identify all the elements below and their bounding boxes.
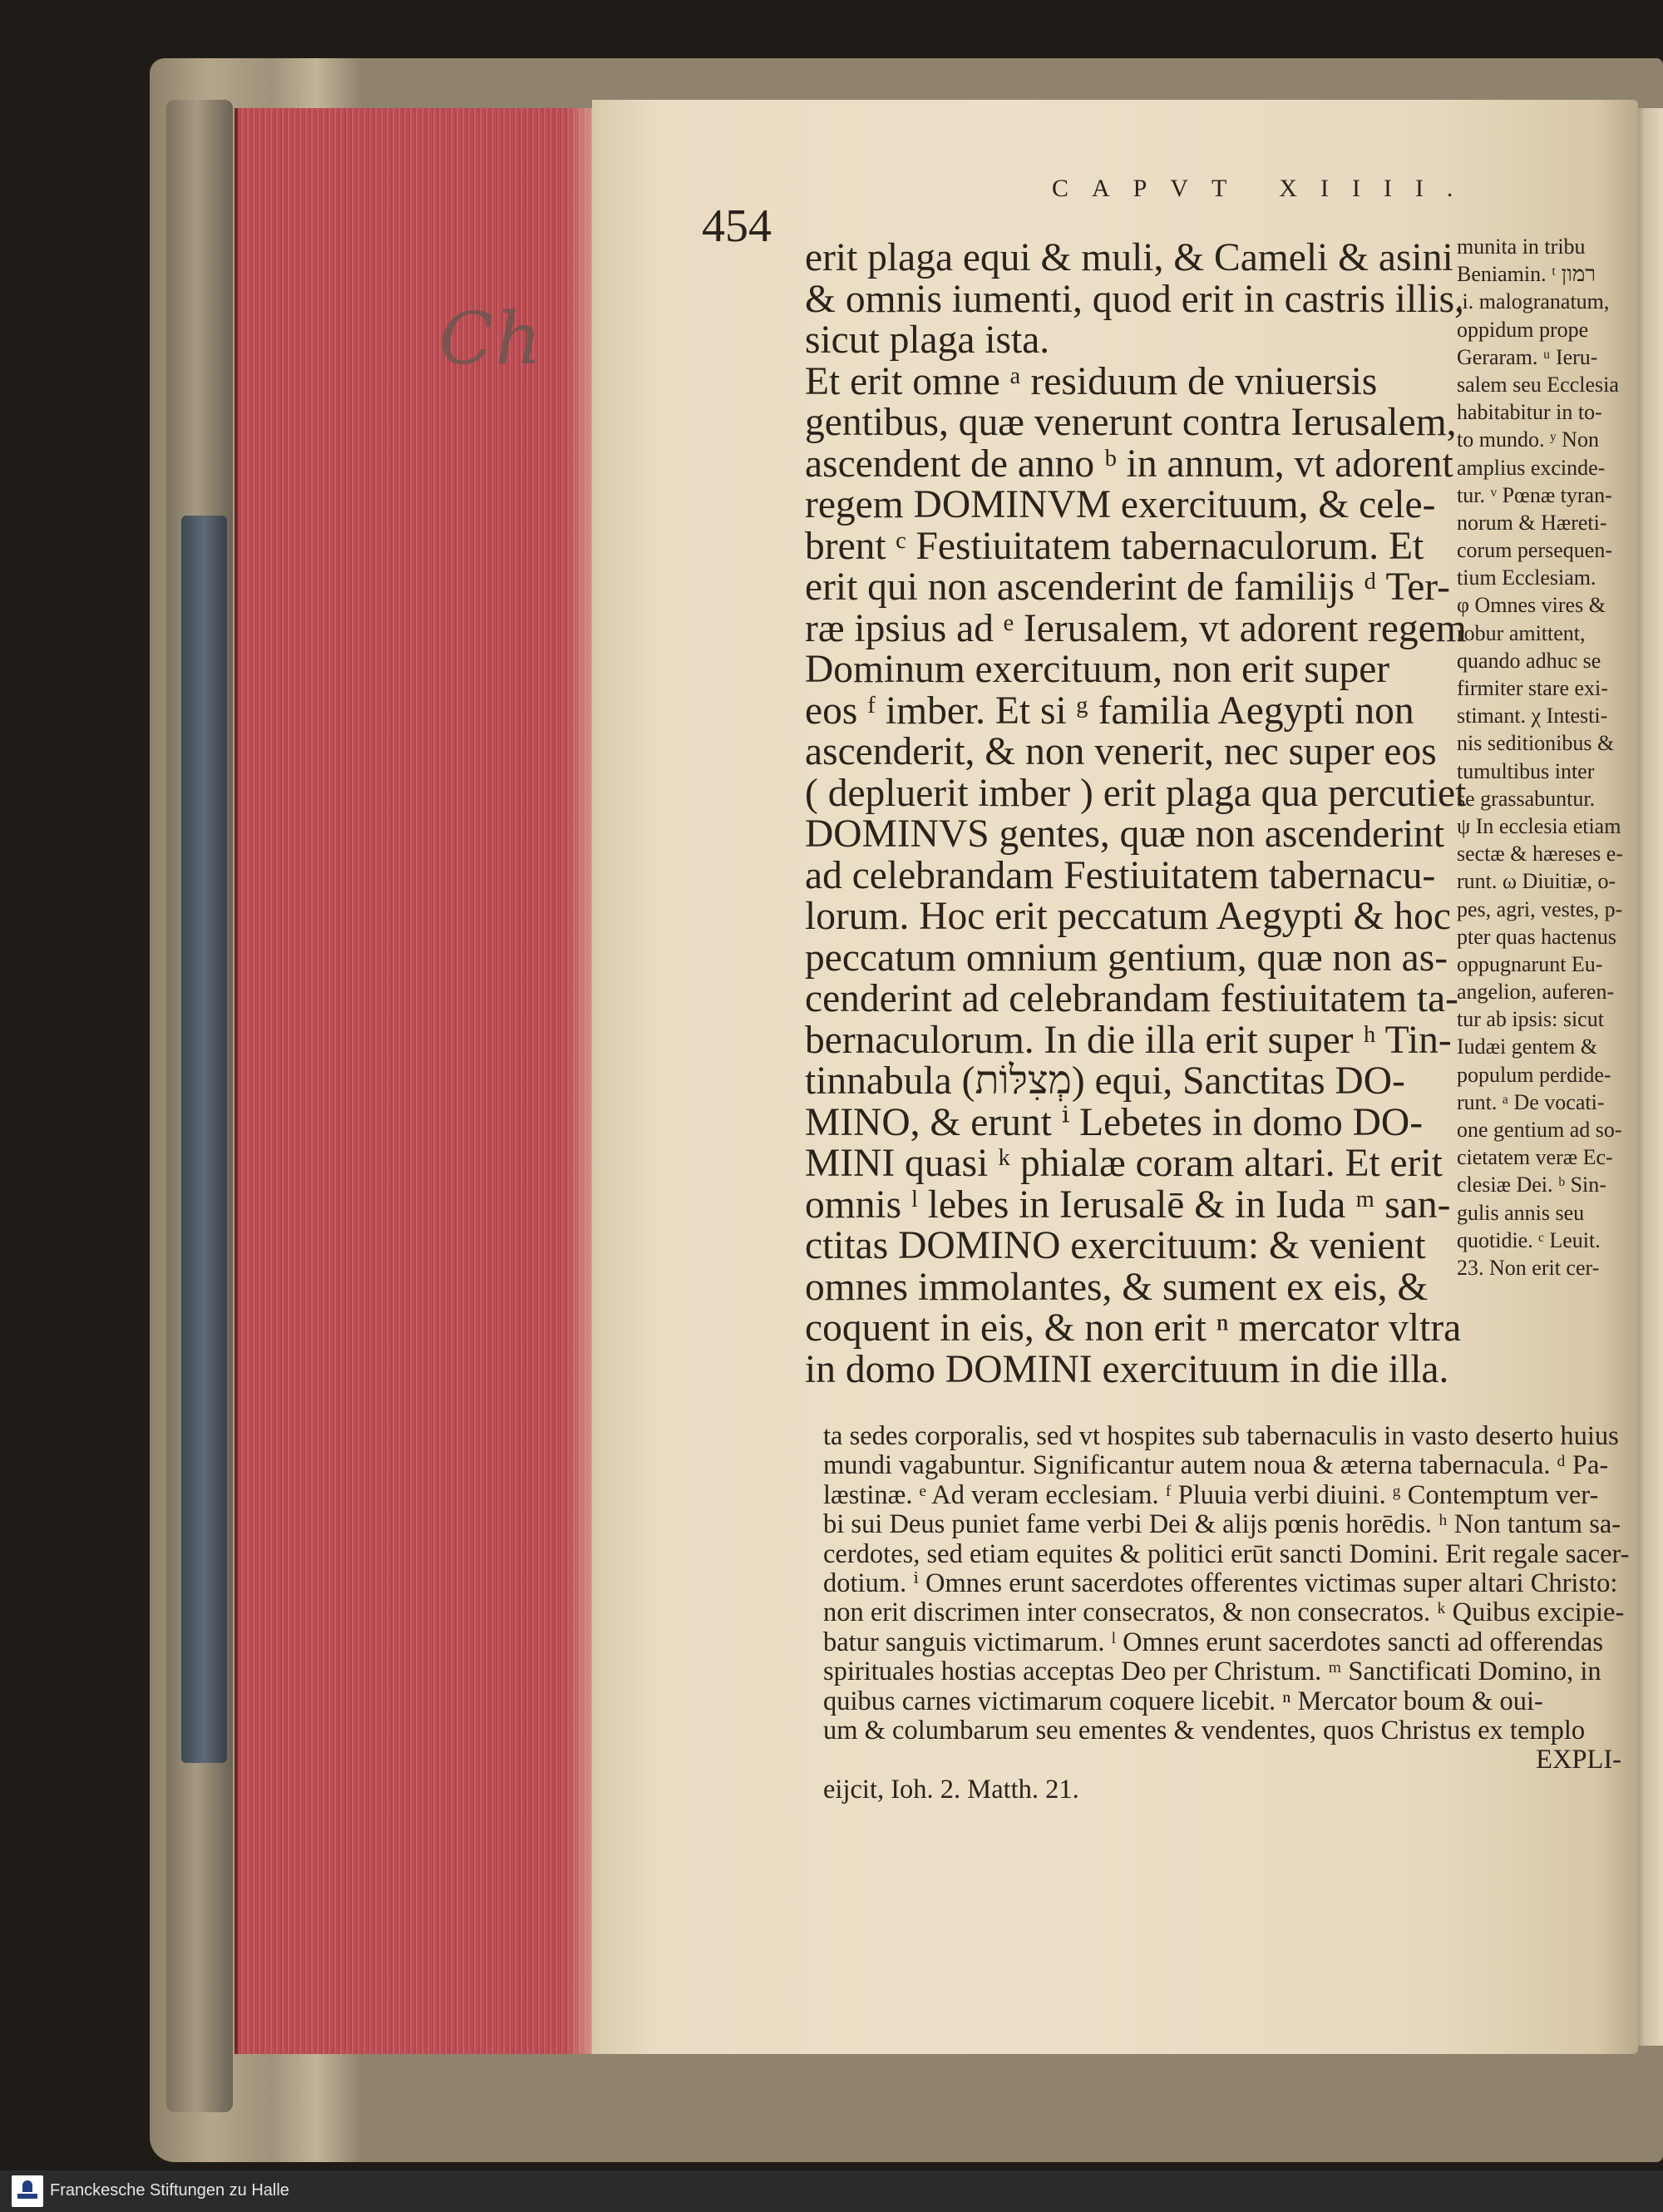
main-text-line: bernaculorum. In die illa erit super ʰ Tin- — [805, 1018, 1452, 1062]
footer-institution: Franckesche Stiftungen zu Halle — [50, 2181, 289, 2200]
marginal-note-line: firmiter stare exi- — [1457, 676, 1608, 700]
footnote-line: um & columbarum seu ementes & vendentes, quos Christus ex templo — [823, 1715, 1586, 1745]
main-text-line: Et erit omne ᵃ residuum de vniuersis — [805, 359, 1378, 403]
main-text-line: erit plaga equi & muli, & Cameli & asini — [805, 236, 1453, 279]
main-text-line: DOMINVS gentes, quæ non ascenderint — [805, 812, 1445, 856]
main-text-line: ascendent de anno ᵇ in annum, vt adorent — [805, 442, 1453, 486]
main-text-line: peccatum omnium gentium, quæ non as- — [805, 936, 1448, 980]
main-text-line: ad celebrandam Festiuitatem tabernacu- — [805, 853, 1436, 897]
page-number: 454 — [702, 200, 772, 252]
marginal-note-line: runt. ᵃ De vocati- — [1457, 1089, 1605, 1114]
footnote-line: dotium. ⁱ Omnes erunt sacerdotes offerentes victimas super altari Christo: — [823, 1568, 1618, 1598]
main-text-line: & omnis iumenti, quod erit in castris illis, — [805, 277, 1464, 321]
marginal-note-line: gulis annis seu — [1457, 1200, 1585, 1225]
marginal-note-line: tumultibus inter — [1457, 758, 1595, 783]
marginal-note-line: robur amittent, — [1457, 620, 1586, 645]
main-text-line: erit qui non ascenderint de familijs ᵈ Ter- — [805, 565, 1450, 609]
marginal-note-line: pter quas hactenus — [1457, 924, 1617, 949]
footnote-line: bi sui Deus puniet fame verbi Dei & alijs pœnis horēdis. ʰ Non tantum sa- — [823, 1509, 1621, 1540]
marginal-note-line: Beniamin. ᵗ רמון — [1457, 262, 1596, 287]
marginal-note-line: clesiæ Dei. ᵇ Sin- — [1457, 1173, 1606, 1197]
page-edges-highlight — [565, 108, 594, 2054]
main-text-line: ræ ipsius ad ᵉ Ierusalem, vt adorent regem — [805, 606, 1467, 650]
marginal-notes — [1457, 233, 1627, 1281]
marginal-note-line: populum perdide- — [1457, 1062, 1611, 1087]
marginal-note-line: Iudæi gentem & — [1457, 1034, 1597, 1059]
footnote-line: cerdotes, sed etiam equites & politici erūt sancti Domini. Erit regale sacer- — [823, 1538, 1630, 1569]
marginal-note-line: φ Omnes vires & — [1457, 593, 1606, 618]
marginal-note-line: stimant. χ Intesti- — [1457, 704, 1608, 728]
footnote-line: mundi vagabuntur. Significantur autem noua & æterna tabernacula. ᵈ Pa- — [823, 1450, 1609, 1481]
footer-bar — [0, 2170, 1663, 2212]
catchword: EXPLI- — [1536, 1745, 1621, 1775]
main-text-line: ascenderit, & non venerit, nec super eos — [805, 730, 1437, 773]
marginal-note-line: quando adhuc se — [1457, 648, 1601, 673]
main-text-line: Dominum exercituum, non erit super — [805, 648, 1390, 691]
marginal-note-line: angelion, auferen- — [1457, 980, 1615, 1005]
main-text-line: MINO, & erunt ⁱ Lebetes in domo DO- — [805, 1100, 1424, 1144]
marginal-note-line: habitabitur in to- — [1457, 400, 1602, 425]
marginal-note-line: salem seu Ecclesia — [1457, 372, 1619, 397]
marginal-note-line: one gentium ad so- — [1457, 1118, 1622, 1142]
footnote-line: læstinæ. ᵉ Ad veram ecclesiam. ᶠ Pluuia verbi diuini. ᵍ Contemptum ver- — [823, 1479, 1599, 1510]
marginal-note-line: 23. Non erit cer- — [1457, 1255, 1600, 1280]
footnote-line: non erit discrimen inter consecratos, & non consecratos. ᵏ Quibus excipie- — [823, 1597, 1625, 1628]
main-text-block — [805, 236, 1467, 1391]
main-text-line: brent ᶜ Festiuitatem tabernaculorum. Et — [805, 524, 1424, 568]
marginal-note-line: runt. ω Diuitiæ, o- — [1457, 869, 1616, 894]
spine-band — [181, 516, 227, 1763]
marginal-note-line: nis seditionibus & — [1457, 731, 1615, 756]
main-text-line: tinnabula (מְצִלּוֹת) equi, Sanctitas DO- — [805, 1059, 1405, 1103]
main-text-line: ctitas DOMINO exercituum: & venient — [805, 1224, 1426, 1267]
footnotes-block — [823, 1421, 1630, 1805]
footnote-line: ta sedes corporalis, sed vt hospites sub tabernaculis in vasto deserto huius — [823, 1421, 1619, 1451]
main-text-line: ( depluerit imber ) erit plaga qua percutiet — [805, 771, 1467, 815]
main-text-line: eos ᶠ imber. Et si ᵍ familia Aegypti non — [805, 689, 1414, 733]
footnote-line: eijcit, Ioh. 2. Matth. 21. — [823, 1774, 1079, 1805]
main-text-line: gentibus, quæ venerunt contra Ierusalem, — [805, 401, 1457, 444]
marginal-note-line: Geraram. ᵘ Ieru- — [1457, 344, 1598, 369]
footnote-line: quibus carnes victimarum coquere licebit. ⁿ Mercator boum & oui- — [823, 1686, 1543, 1716]
marginal-note-line: quotidie. ᶜ Leuit. — [1457, 1227, 1601, 1252]
main-text-line: omnes immolantes, & sument ex eis, & — [805, 1265, 1429, 1309]
running-head: CAPVT XIIII. — [1052, 175, 1477, 202]
institution-logo-icon — [12, 2175, 43, 2207]
main-text-line: in domo DOMINI exercituum in die illa. — [805, 1347, 1449, 1391]
main-text-line: regem DOMINVM exercituum, & cele- — [805, 483, 1436, 526]
footnote-line: spirituales hostias acceptas Deo per Christum. ᵐ Sanctificati Domino, in — [823, 1657, 1601, 1687]
page-edges — [234, 108, 597, 2054]
main-text-line: omnis ˡ lebes in Ierusalē & in Iuda ᵐ san- — [805, 1183, 1451, 1227]
marginal-note-line: cietatem veræ Ec- — [1457, 1145, 1613, 1170]
marginal-note-line: se grassabuntur. — [1457, 786, 1596, 811]
footnote-line: batur sanguis victimarum. ˡ Omnes erunt sacerdotes sancti ad offerendas — [823, 1627, 1603, 1657]
marginal-note-line: munita in tribu — [1457, 235, 1586, 259]
marginal-note-line: sectæ & hæreses e- — [1457, 842, 1624, 867]
marginal-note-line: amplius excinde- — [1457, 455, 1606, 480]
marginal-note-line: tur ab ipsis: sicut — [1457, 1007, 1604, 1032]
marginal-note-line: to mundo. ʸ Non — [1457, 427, 1599, 452]
main-text-line: lorum. Hoc erit peccatum Aegypti & hoc — [805, 895, 1451, 938]
marginal-note-line: .i. malogranatum, — [1457, 289, 1610, 314]
marginal-note-line: corum persequen- — [1457, 538, 1612, 563]
main-text-line: sicut plaga ista. — [805, 318, 1050, 362]
marginal-note-line: tium Ecclesiam. — [1457, 565, 1596, 590]
marginal-note-line: tur. ᵛ Pœnæ tyran- — [1457, 482, 1612, 507]
main-text-line: cenderint ad celebrandam festiuitatem ta- — [805, 977, 1458, 1020]
marginal-note-line: ψ In ecclesia etiam — [1457, 813, 1621, 838]
main-text-line: MINI quasi ᵏ phialæ coram altari. Et erit — [805, 1142, 1443, 1185]
marginal-note-line: oppugnarunt Eu- — [1457, 951, 1603, 976]
marginal-note-line: norum & Hæreti- — [1457, 510, 1607, 535]
marginal-note-line: pes, agri, vestes, p- — [1457, 896, 1623, 921]
margin-handwriting: Ch — [439, 298, 544, 381]
marginal-note-line: oppidum prope — [1457, 317, 1589, 342]
main-text-line: coquent in eis, & non erit ⁿ mercator vltra — [805, 1306, 1462, 1350]
